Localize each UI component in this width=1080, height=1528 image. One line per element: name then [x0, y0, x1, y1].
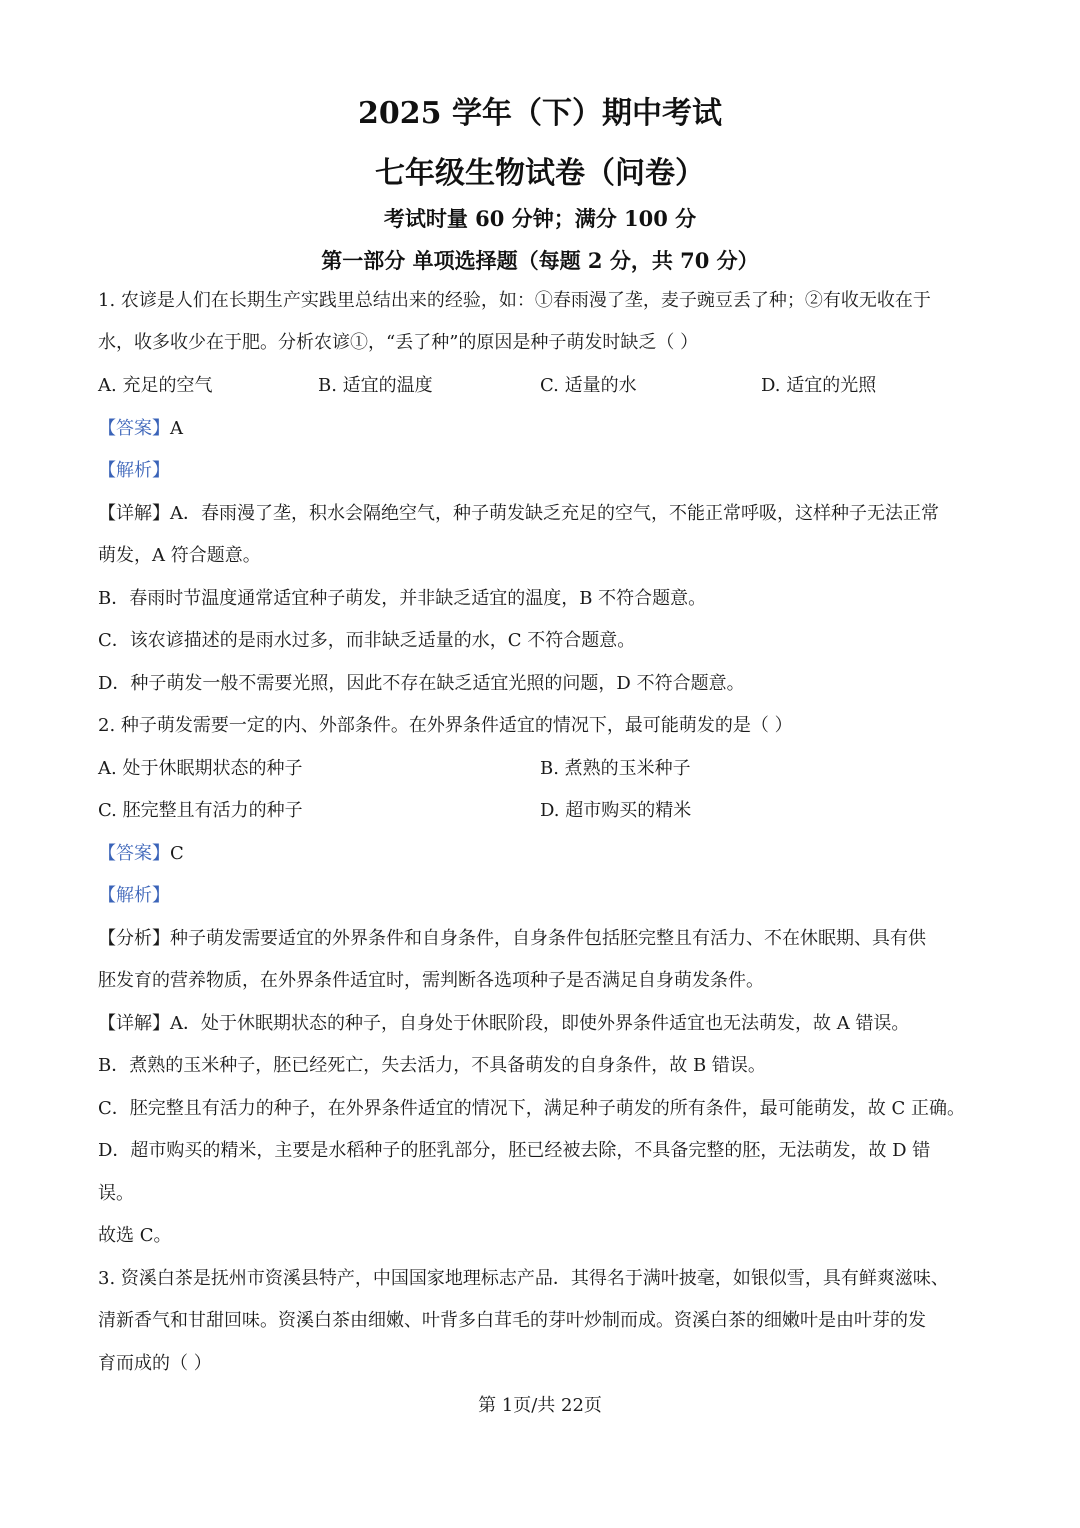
q1-option-a: A. 充足的空气	[98, 375, 213, 396]
analysis-tag: 【解析】	[98, 460, 170, 481]
q1-detail-line2: 萌发，A 符合题意。	[98, 545, 261, 566]
fenxi-tag: 【分析】	[98, 928, 170, 949]
q2-detail-d1: D．超市购买的精米，主要是水稻种子的胚乳部分，胚已经被去除，不具备完整的胚，无法萌发，故 D 错	[98, 1140, 931, 1161]
q2-answer	[98, 841, 988, 867]
q2-fenxi-line2: 胚发育的营养物质，在外界条件适宜时，需判断各选项种子是否满足自身萌发条件。	[98, 970, 764, 991]
q1-detail-text: A．春雨漫了垄，积水会隔绝空气，种子萌发缺乏充足的空气，不能正常呼吸，这样种子无法正常	[170, 503, 939, 524]
q2-stem: 2. 种子萌发需要一定的内、外部条件。在外界条件适宜的情况下，最可能萌发的是（ ）	[98, 715, 793, 736]
q1-stem-line1: 1. 农谚是人们在长期生产实践里总结出来的经验，如：①春雨漫了垄，麦子豌豆丢了种；②有收无收在于	[98, 290, 931, 311]
exam-info: 考试时量 60 分钟；满分 100 分	[383, 206, 697, 231]
q2-option-d: D. 超市购买的精米	[540, 800, 692, 821]
q3-line2: 清新香气和甘甜回味。资溪白茶由细嫩、叶背多白茸毛的芽叶炒制而成。资溪白茶的细嫩叶是由叶芽的发	[98, 1310, 926, 1331]
answer-tag: 【答案】	[98, 418, 170, 439]
q1-detail-line1	[98, 501, 988, 527]
q2-detail-a-text: A．处于休眠期状态的种子，自身处于休眠阶段，即使外界条件适宜也无法萌发，故 A 错误。	[170, 1013, 910, 1034]
q1-stem-line2: 水，收多收少在于肥。分析农谚①，“丢了种”的原因是种子萌发时缺乏（ ）	[98, 332, 699, 353]
q1-answer	[98, 416, 988, 442]
q2-fenxi-text: 种子萌发需要适宜的外界条件和自身条件，自身条件包括胚完整且有活力、不在休眠期、具有供	[170, 928, 926, 949]
q1-analysis-heading	[98, 458, 988, 484]
q2-detail-c: C．胚完整且有活力的种子，在外界条件适宜的情况下，满足种子萌发的所有条件，最可能萌发，故 C 正确。	[98, 1098, 965, 1119]
q1-option-d: D. 适宜的光照	[761, 375, 877, 396]
q2-conclusion: 故选 C。	[98, 1225, 172, 1246]
q2-detail-a	[98, 1011, 988, 1037]
q2-detail-b: B．煮熟的玉米种子，胚已经死亡，失去活力，不具备萌发的自身条件，故 B 错误。	[98, 1055, 766, 1076]
analysis-tag: 【解析】	[98, 885, 170, 906]
section-heading: 第一部分 单项选择题（每题 2 分，共 70 分）	[321, 248, 759, 273]
q3-line1: 3. 资溪白茶是抚州市资溪县特产，中国国家地理标志产品．其得名于满叶披毫，如银似雪，具有鲜爽滋味、	[98, 1268, 949, 1289]
q3-line3: 育而成的（ ）	[98, 1353, 212, 1374]
page-number: 第 1页/共 22页	[478, 1395, 602, 1416]
q2-analysis-heading	[98, 883, 988, 909]
q2-option-a: A. 处于休眠期状态的种子	[98, 758, 303, 779]
exam-title: 2025 学年（下）期中考试	[358, 96, 722, 131]
q2-option-c: C. 胚完整且有活力的种子	[98, 800, 303, 821]
q1-option-b: B. 适宜的温度	[318, 375, 433, 396]
exam-subtitle: 七年级生物试卷（问卷）	[375, 156, 705, 191]
q1-detail-d: D．种子萌发一般不需要光照，因此不存在缺乏适宜光照的问题，D 不符合题意。	[98, 673, 745, 694]
answer-tag: 【答案】	[98, 843, 170, 864]
q1-answer-value: A	[170, 418, 183, 439]
q1-option-c: C. 适量的水	[540, 375, 637, 396]
q1-detail-c: C．该农谚描述的是雨水过多，而非缺乏适量的水，C 不符合题意。	[98, 630, 636, 651]
detail-tag: 【详解】	[98, 503, 170, 524]
q2-answer-value: C	[170, 843, 184, 864]
q2-fenxi-line1	[98, 926, 988, 952]
detail-tag: 【详解】	[98, 1013, 170, 1034]
q1-detail-b: B．春雨时节温度通常适宜种子萌发，并非缺乏适宜的温度，B 不符合题意。	[98, 588, 707, 609]
q2-detail-d2: 误。	[98, 1183, 134, 1204]
q2-option-b: B. 煮熟的玉米种子	[540, 758, 691, 779]
